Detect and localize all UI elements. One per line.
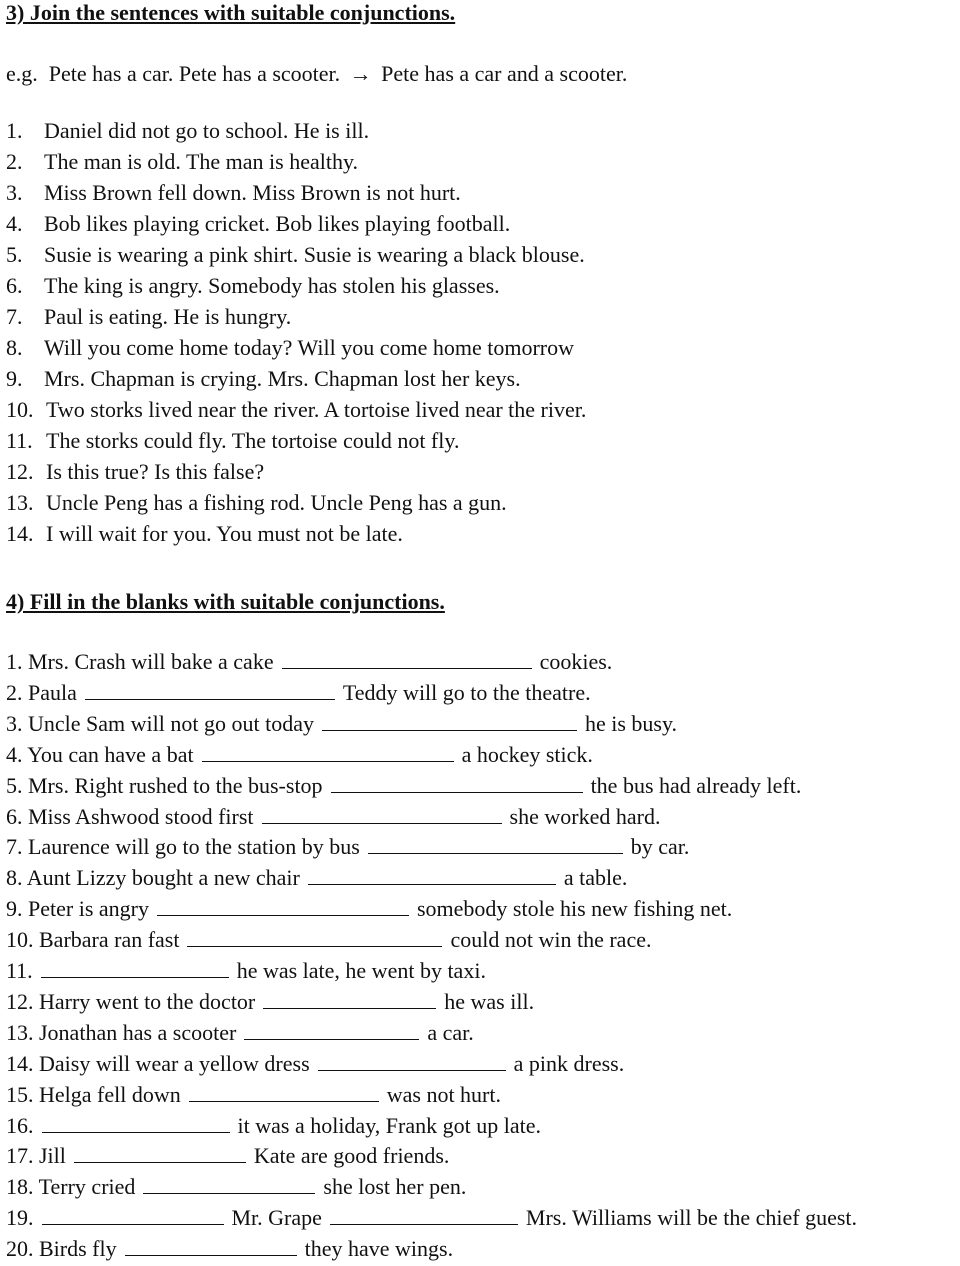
item-text-after: by car.	[630, 834, 690, 859]
item-number: 11.	[6, 958, 33, 983]
item-number: 14.	[6, 1051, 34, 1076]
item-number: 15.	[6, 1082, 34, 1107]
item-text-before: Jonathan has a scooter	[39, 1020, 237, 1045]
item-number: 8.	[6, 865, 23, 890]
answer-blank[interactable]	[74, 1144, 246, 1163]
item-text-before: Birds fly	[39, 1236, 117, 1261]
blank-item	[6, 711, 677, 737]
answer-blank[interactable]	[263, 990, 436, 1009]
item-text-after: she worked hard.	[509, 804, 661, 829]
item-number: 1.	[6, 649, 23, 674]
item-text: Miss Brown fell down. Miss Brown is not hurt.	[44, 180, 461, 205]
item-text-after: Mrs. Williams will be the chief guest.	[525, 1205, 858, 1230]
answer-blank[interactable]	[157, 897, 409, 916]
item-number: 10.	[6, 927, 34, 952]
blank-item	[6, 1205, 857, 1231]
item-text: Is this true? Is this false?	[46, 459, 265, 484]
item-number: 18.	[6, 1174, 34, 1199]
blank-item	[6, 773, 801, 799]
item-text-after: was not hurt.	[386, 1082, 501, 1107]
blank-item	[6, 1236, 453, 1262]
item-text-before: Paula	[28, 680, 77, 705]
item-number: 6.	[6, 804, 23, 829]
item-text-before: Harry went to the doctor	[39, 989, 256, 1014]
item-text-after: a table.	[563, 865, 628, 890]
item-text-after: he is busy.	[584, 711, 678, 736]
item-text-after: somebody stole his new fishing net.	[416, 896, 733, 921]
item-text: I will wait for you. You must not be late.	[46, 521, 403, 546]
sentence-item	[6, 304, 291, 330]
blank-item	[6, 1020, 474, 1046]
item-text: The storks could fly. The tortoise could not fly.	[46, 428, 460, 453]
item-text: Will you come home today? Will you come home tomorrow	[44, 335, 574, 360]
item-number: 6.	[6, 273, 23, 298]
item-number: 3.	[6, 180, 23, 205]
item-text-before: Terry cried	[38, 1174, 136, 1199]
answer-blank[interactable]	[143, 1175, 315, 1194]
item-number: 13.	[6, 1020, 34, 1045]
item-number: 2.	[6, 149, 23, 174]
answer-blank[interactable]	[41, 959, 229, 978]
item-text: Paul is eating. He is hungry.	[44, 304, 292, 329]
item-text-after: Kate are good friends.	[253, 1143, 450, 1168]
item-text: Bob likes playing cricket. Bob likes playing football.	[44, 211, 511, 236]
item-text-after: Teddy will go to the theatre.	[342, 680, 591, 705]
item-text-before: Barbara ran fast	[39, 927, 180, 952]
item-text-after: a car.	[427, 1020, 474, 1045]
sentence-item	[6, 335, 574, 361]
item-text-before: You can have a bat	[27, 742, 194, 767]
item-number: 12.	[6, 459, 34, 484]
example-answer: Pete has a car and a scooter.	[381, 61, 628, 86]
blank-item	[6, 649, 612, 675]
answer-blank[interactable]	[85, 681, 335, 700]
answer-blank[interactable]	[318, 1052, 506, 1071]
item-text-before: Jill	[39, 1143, 66, 1168]
sentence-item	[6, 366, 521, 392]
item-text-middle: Mr. Grape	[231, 1205, 322, 1230]
blank-item	[6, 865, 627, 891]
item-text: The man is old. The man is healthy.	[44, 149, 359, 174]
answer-blank[interactable]	[244, 1021, 419, 1040]
item-text-before: Peter is angry	[28, 896, 149, 921]
answer-blank[interactable]	[42, 1206, 224, 1225]
item-text-after: a hockey stick.	[461, 742, 593, 767]
item-number: 1.	[6, 118, 23, 143]
item-number: 12.	[6, 989, 34, 1014]
blank-item	[6, 896, 732, 922]
item-text-before: Laurence will go to the station by bus	[28, 834, 360, 859]
item-number: 9.	[6, 896, 23, 921]
item-text-after: a pink dress.	[513, 1051, 625, 1076]
item-text-before: Helga fell down	[39, 1082, 181, 1107]
blank-item	[6, 834, 689, 860]
item-text: Mrs. Chapman is crying. Mrs. Chapman lost her keys.	[44, 366, 521, 391]
answer-blank[interactable]	[189, 1083, 379, 1102]
answer-blank[interactable]	[42, 1114, 230, 1133]
sentence-item	[6, 211, 510, 237]
blank-item	[6, 927, 651, 953]
item-number: 5.	[6, 773, 23, 798]
example-given: Pete has a car. Pete has a scooter.	[48, 61, 341, 86]
item-number: 3.	[6, 711, 23, 736]
blank-item	[6, 958, 486, 984]
item-number: 7.	[6, 304, 23, 329]
item-text-before: Uncle Sam will not go out today	[28, 711, 314, 736]
item-number: 2.	[6, 680, 23, 705]
sentence-item	[6, 459, 264, 485]
item-text: Daniel did not go to school. He is ill.	[44, 118, 370, 143]
item-text: Two storks lived near the river. A tortoise lived near the river.	[46, 397, 587, 422]
blank-item	[6, 989, 534, 1015]
item-text-after: they have wings.	[304, 1236, 454, 1261]
arrow-right-icon: →	[349, 61, 372, 86]
answer-blank[interactable]	[330, 1206, 518, 1225]
sentence-item	[6, 149, 358, 175]
item-number: 16.	[6, 1113, 34, 1138]
sentence-item	[6, 521, 403, 547]
blank-item	[6, 1051, 624, 1077]
item-number: 14.	[6, 521, 34, 546]
sentence-item	[6, 428, 459, 454]
item-text-after: he was ill.	[444, 989, 535, 1014]
item-text-after: it was a holiday, Frank got up late.	[237, 1113, 541, 1138]
blank-item	[6, 742, 593, 768]
item-text-before: Mrs. Crash will bake a cake	[28, 649, 274, 674]
item-number: 7.	[6, 834, 23, 859]
answer-blank[interactable]	[308, 866, 556, 885]
blank-item	[6, 1113, 541, 1139]
item-text: Uncle Peng has a fishing rod. Uncle Peng has a gun.	[46, 490, 507, 515]
item-text: The king is angry. Somebody has stolen his glasses.	[44, 273, 500, 298]
answer-blank[interactable]	[187, 928, 442, 947]
item-number: 20.	[6, 1236, 34, 1261]
item-text-before: Aunt Lizzy bought a new chair	[26, 865, 300, 890]
section4-heading: 4) Fill in the blanks with suitable conjunctions.	[6, 589, 445, 614]
answer-blank[interactable]	[202, 743, 454, 762]
item-text-before: Miss Ashwood stood first	[28, 804, 254, 829]
item-text: Susie is wearing a pink shirt. Susie is wearing a black blouse.	[44, 242, 585, 267]
item-number: 4.	[6, 742, 23, 767]
item-number: 5.	[6, 242, 23, 267]
item-text-after: the bus had already left.	[590, 773, 802, 798]
item-number: 8.	[6, 335, 23, 360]
item-number: 13.	[6, 490, 34, 515]
sentence-item	[6, 242, 585, 268]
item-number: 17.	[6, 1143, 34, 1168]
item-number: 4.	[6, 211, 23, 236]
item-text-after: could not win the race.	[450, 927, 652, 952]
sentence-item	[6, 490, 507, 516]
example-prefix: e.g.	[6, 61, 38, 86]
item-number: 11.	[6, 428, 33, 453]
item-text-after: he was late, he went by taxi.	[236, 958, 486, 983]
item-text-before: Daisy will wear a yellow dress	[39, 1051, 310, 1076]
item-number: 9.	[6, 366, 23, 391]
blank-item	[6, 1174, 466, 1200]
answer-blank[interactable]	[331, 774, 583, 793]
blank-item	[6, 680, 591, 706]
answer-blank[interactable]	[322, 712, 577, 731]
item-number: 10.	[6, 397, 34, 422]
answer-blank[interactable]	[262, 805, 502, 824]
item-text-before: Mrs. Right rushed to the bus-stop	[28, 773, 323, 798]
item-number: 19.	[6, 1205, 34, 1230]
sentence-item	[6, 180, 461, 206]
sentence-item	[6, 118, 369, 144]
section3-heading: 3) Join the sentences with suitable conjunctions.	[6, 0, 456, 25]
answer-blank[interactable]	[282, 650, 532, 669]
sentence-item	[6, 397, 586, 423]
blank-item	[6, 1143, 449, 1169]
blank-item	[6, 1082, 501, 1108]
example-line	[6, 61, 627, 87]
blank-item	[6, 804, 660, 830]
answer-blank[interactable]	[125, 1237, 297, 1256]
item-text-after: she lost her pen.	[323, 1174, 467, 1199]
answer-blank[interactable]	[368, 835, 623, 854]
item-text-after: cookies.	[539, 649, 613, 674]
sentence-item	[6, 273, 500, 299]
